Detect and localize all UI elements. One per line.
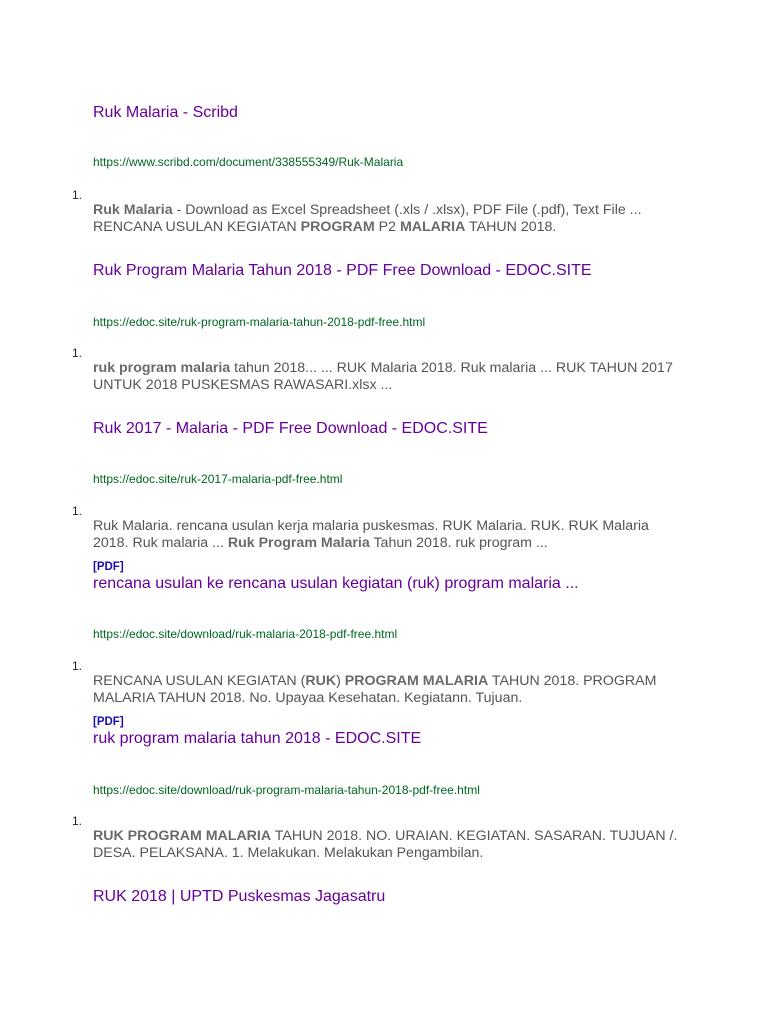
snippet-highlight: Ruk Program Malaria xyxy=(227,535,370,551)
snippet-text: TAHUN 2018. NO. URAIAN. KEGIATAN. SASARAN. TUJUAN /. DESA. PELAKSANA. 1. Melakukan. Melakukan Pengambilan. xyxy=(93,828,678,861)
pdf-tag: [PDF] xyxy=(93,561,124,573)
result-title-link[interactable]: RUK 2018 | UPTD Puskesmas Jagasatru xyxy=(93,888,386,905)
result-snippet xyxy=(93,202,678,236)
result-number: 1. xyxy=(72,814,83,828)
result-snippet xyxy=(93,518,678,552)
snippet-text: - Download as Excel Spreadsheet (.xls / .xlsx), PDF File (.pdf), Text File ... RENCANA USULAN KEGIATAN xyxy=(93,202,642,235)
snippet-text: P2 xyxy=(374,219,400,235)
snippet-highlight: RUK PROGRAM MALARIA xyxy=(93,828,272,844)
result-number: 1. xyxy=(72,659,83,673)
snippet-text: ) xyxy=(336,673,345,689)
result-url: https://edoc.site/ruk-program-malaria-tahun-2018-pdf-free.html xyxy=(93,315,426,329)
snippet-highlight: ruk program malaria xyxy=(93,360,231,376)
snippet-text: Tahun 2018. ruk program ... xyxy=(369,535,548,551)
result-title-link[interactable]: Ruk Malaria - Scribd xyxy=(93,104,238,121)
snippet-highlight: PROGRAM xyxy=(300,219,375,235)
result-url: https://www.scribd.com/document/338555349/Ruk-Malaria xyxy=(93,155,404,169)
snippet-text: TAHUN 2018. PROGRAM MALARIA TAHUN 2018. No. Upayaa Kesehatan. Kegiatann. Tujuan. xyxy=(93,673,657,706)
result-snippet xyxy=(93,673,678,707)
result-url: https://edoc.site/ruk-2017-malaria-pdf-free.html xyxy=(93,472,343,486)
result-title-link[interactable]: Ruk 2017 - Malaria - PDF Free Download - EDOC.SITE xyxy=(93,420,488,437)
snippet-text: TAHUN 2018. xyxy=(465,219,557,235)
snippet-text: RENCANA USULAN KEGIATAN ( xyxy=(93,673,306,689)
snippet-highlight: RUK xyxy=(305,673,337,689)
result-snippet xyxy=(93,828,678,862)
snippet-highlight: Ruk Malaria xyxy=(93,202,173,218)
snippet-text: tahun 2018... ... RUK Malaria 2018. Ruk malaria ... RUK TAHUN 2017 UNTUK 2018 PUSKESMAS RAWASARI.xlsx ... xyxy=(93,360,673,393)
result-url: https://edoc.site/download/ruk-malaria-2018-pdf-free.html xyxy=(93,627,398,641)
result-url: https://edoc.site/download/ruk-program-malaria-tahun-2018-pdf-free.html xyxy=(93,783,480,797)
snippet-highlight: MALARIA xyxy=(399,219,466,235)
result-number: 1. xyxy=(72,188,83,202)
result-title-link[interactable]: Ruk Program Malaria Tahun 2018 - PDF Free Download - EDOC.SITE xyxy=(93,262,592,279)
snippet-text: Ruk Malaria. rencana usulan kerja malaria puskesmas. RUK Malaria. RUK. RUK Malaria 2018. Ruk malaria ... xyxy=(93,518,649,551)
result-title-link[interactable]: ruk program malaria tahun 2018 - EDOC.SITE xyxy=(93,730,422,747)
result-title-link[interactable]: rencana usulan ke rencana usulan kegiatan (ruk) program malaria ... xyxy=(93,575,579,592)
pdf-tag: [PDF] xyxy=(93,716,124,728)
result-snippet xyxy=(93,360,678,394)
result-number: 1. xyxy=(72,346,83,360)
snippet-highlight: PROGRAM MALARIA xyxy=(344,673,489,689)
result-number: 1. xyxy=(72,504,83,518)
